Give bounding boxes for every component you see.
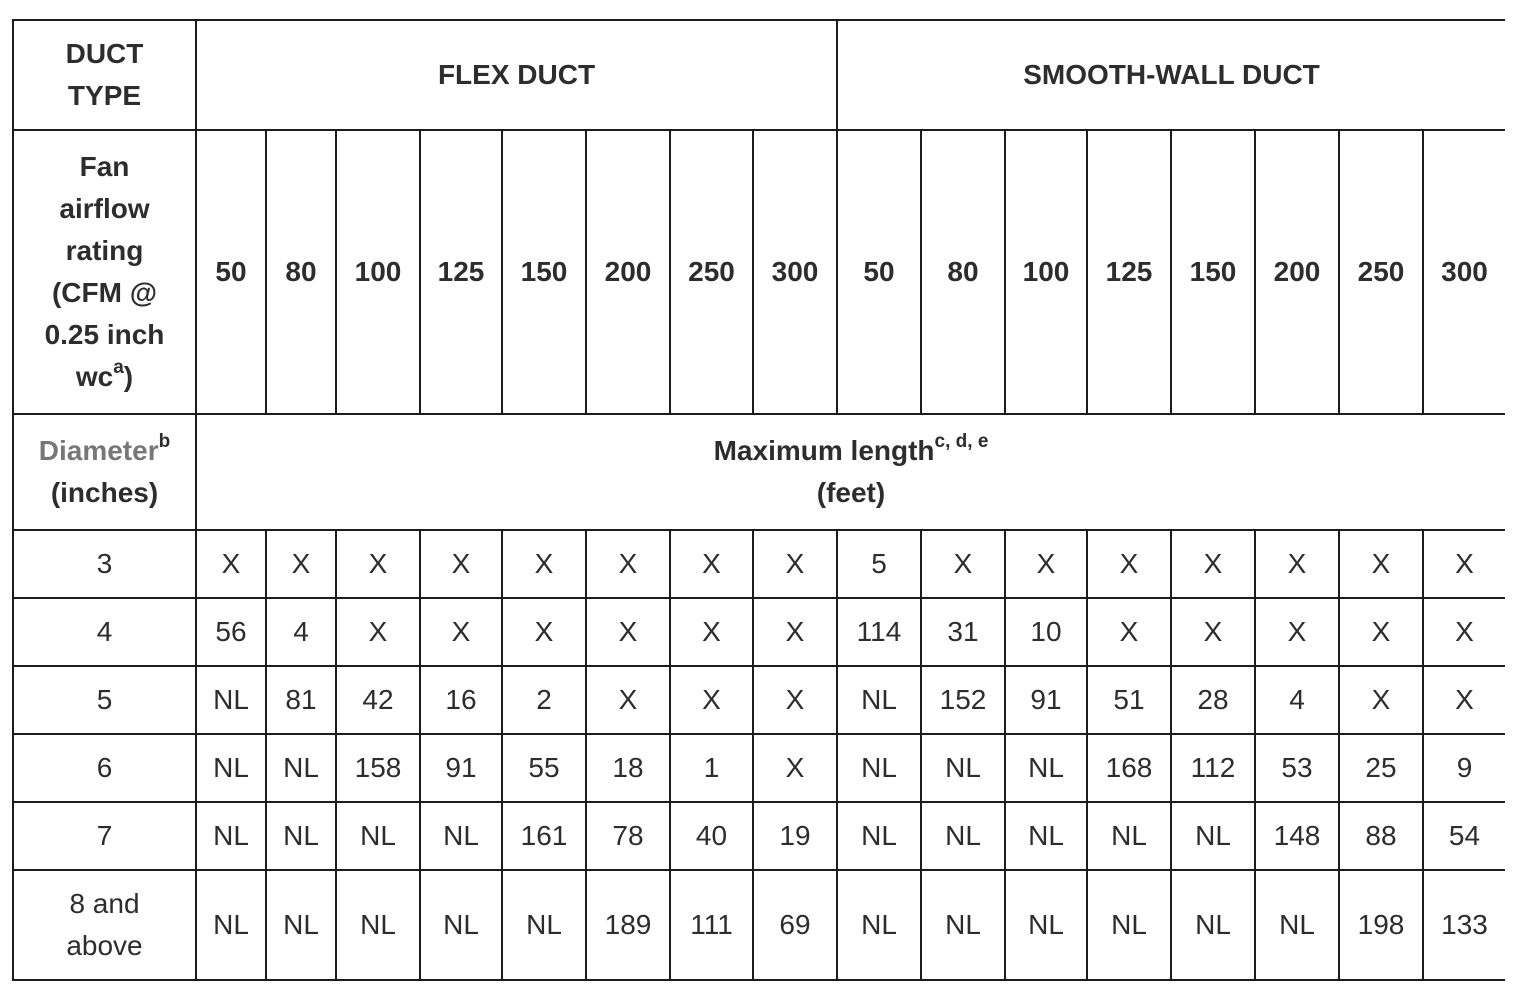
flex-length-cell: X — [196, 530, 266, 598]
flex-rating-cell: 125 — [420, 130, 502, 414]
smooth-length-cell: X — [1423, 530, 1505, 598]
flex-length-cell: X — [336, 530, 420, 598]
smooth-length-cell: 25 — [1339, 734, 1423, 802]
smooth-rating-cell: 50 — [837, 130, 921, 414]
duct-type-header: DUCT TYPE — [13, 20, 196, 130]
flex-length-cell: X — [753, 666, 837, 734]
smooth-length-cell: NL — [1171, 802, 1255, 870]
smooth-length-cell: X — [1339, 530, 1423, 598]
table-row — [13, 598, 1505, 666]
flex-length-cell: NL — [266, 802, 336, 870]
flex-length-cell: 40 — [670, 802, 753, 870]
smooth-length-cell: X — [1087, 530, 1171, 598]
flex-length-cell: X — [670, 598, 753, 666]
table-row — [13, 734, 1505, 802]
flex-length-cell: NL — [336, 802, 420, 870]
smooth-length-cell: NL — [837, 734, 921, 802]
flex-length-cell: X — [420, 598, 502, 666]
smooth-rating-cell: 125 — [1087, 130, 1171, 414]
flex-length-cell: 69 — [753, 870, 837, 980]
smooth-length-cell: 9 — [1423, 734, 1505, 802]
smooth-rating-cell: 300 — [1423, 130, 1505, 414]
smooth-length-cell: X — [921, 530, 1005, 598]
flex-length-cell: NL — [502, 870, 586, 980]
flex-length-cell: 19 — [753, 802, 837, 870]
smooth-length-cell: NL — [1005, 734, 1087, 802]
flex-length-cell: NL — [266, 870, 336, 980]
smooth-length-cell: 31 — [921, 598, 1005, 666]
smooth-length-cell: NL — [921, 734, 1005, 802]
smooth-length-cell: X — [1005, 530, 1087, 598]
flex-length-cell: 4 — [266, 598, 336, 666]
smooth-length-cell: NL — [1005, 802, 1087, 870]
table-row — [13, 870, 1505, 980]
smooth-length-cell: X — [1255, 530, 1339, 598]
smooth-length-cell: NL — [837, 802, 921, 870]
flex-length-cell: 111 — [670, 870, 753, 980]
flex-length-cell: 158 — [336, 734, 420, 802]
smooth-length-cell: NL — [837, 870, 921, 980]
flex-length-cell: 56 — [196, 598, 266, 666]
flex-rating-cell: 150 — [502, 130, 586, 414]
smooth-length-cell: 114 — [837, 598, 921, 666]
smooth-length-cell: 152 — [921, 666, 1005, 734]
flex-length-cell: 189 — [586, 870, 670, 980]
diameter-cell: 7 — [13, 802, 196, 870]
maximum-length-header: Maximum length$^{c, d, e}$ (feet) — [196, 414, 1505, 530]
smooth-length-cell: X — [1339, 598, 1423, 666]
header-row — [13, 20, 1505, 130]
flex-length-cell: X — [336, 598, 420, 666]
smooth-length-cell: X — [1423, 666, 1505, 734]
flex-length-cell: X — [586, 598, 670, 666]
smooth-rating-cell: 100 — [1005, 130, 1087, 414]
flex-length-cell: X — [502, 530, 586, 598]
smooth-length-cell: NL — [921, 802, 1005, 870]
smooth-length-cell: X — [1087, 598, 1171, 666]
flex-length-cell: 78 — [586, 802, 670, 870]
smooth-length-cell: 91 — [1005, 666, 1087, 734]
flex-rating-cell: 250 — [670, 130, 753, 414]
smooth-length-cell: X — [1255, 598, 1339, 666]
table-row — [13, 530, 1505, 598]
smooth-length-cell: 148 — [1255, 802, 1339, 870]
diameter-cell: 6 — [13, 734, 196, 802]
flex-length-cell: 81 — [266, 666, 336, 734]
smooth-length-cell: X — [1171, 598, 1255, 666]
flex-length-cell: X — [586, 666, 670, 734]
smooth-rating-cell: 200 — [1255, 130, 1339, 414]
flex-length-cell: NL — [420, 870, 502, 980]
flex-rating-cell: 50 — [196, 130, 266, 414]
flex-length-cell: NL — [266, 734, 336, 802]
smooth-rating-cell: 250 — [1339, 130, 1423, 414]
flex-length-cell: X — [586, 530, 670, 598]
flex-length-cell: NL — [336, 870, 420, 980]
flex-length-cell: 1 — [670, 734, 753, 802]
smooth-rating-cell: 80 — [921, 130, 1005, 414]
duct-length-table — [12, 19, 1505, 981]
fan-rating-row — [13, 130, 1505, 414]
smooth-length-cell: 4 — [1255, 666, 1339, 734]
smooth-length-cell: 88 — [1339, 802, 1423, 870]
smooth-length-cell: 198 — [1339, 870, 1423, 980]
smooth-length-cell: NL — [1171, 870, 1255, 980]
flex-length-cell: X — [753, 598, 837, 666]
flex-length-cell: X — [266, 530, 336, 598]
diameter-header: Diameter$^b$ (inches) — [13, 414, 196, 530]
flex-length-cell: NL — [196, 802, 266, 870]
flex-length-cell: 18 — [586, 734, 670, 802]
smooth-length-cell: 51 — [1087, 666, 1171, 734]
smooth-length-cell: 28 — [1171, 666, 1255, 734]
fan-rating-label: Fan airflow rating (CFM @ 0.25 inch $wc^a$) — [13, 130, 196, 414]
flex-length-cell: X — [753, 530, 837, 598]
smooth-length-cell: 5 — [837, 530, 921, 598]
diameter-cell: 5 — [13, 666, 196, 734]
smooth-length-cell: X — [1339, 666, 1423, 734]
smooth-rating-cell: 150 — [1171, 130, 1255, 414]
smooth-length-cell: NL — [1005, 870, 1087, 980]
smooth-length-cell: 53 — [1255, 734, 1339, 802]
flex-length-cell: 161 — [502, 802, 586, 870]
smooth-length-cell: 168 — [1087, 734, 1171, 802]
flex-duct-header: FLEX DUCT — [196, 20, 837, 130]
diameter-cell: 3 — [13, 530, 196, 598]
flex-length-cell: 42 — [336, 666, 420, 734]
flex-length-cell: X — [753, 734, 837, 802]
diameter-length-header-row — [13, 414, 1505, 530]
flex-rating-cell: 300 — [753, 130, 837, 414]
smooth-length-cell: NL — [1087, 870, 1171, 980]
flex-length-cell: NL — [196, 666, 266, 734]
flex-length-cell: X — [670, 666, 753, 734]
smooth-length-cell: X — [1423, 598, 1505, 666]
flex-length-cell: 91 — [420, 734, 502, 802]
table-row — [13, 666, 1505, 734]
flex-length-cell: NL — [196, 734, 266, 802]
smooth-length-cell: 112 — [1171, 734, 1255, 802]
flex-length-cell: X — [420, 530, 502, 598]
flex-rating-cell: 100 — [336, 130, 420, 414]
smooth-wall-duct-header: SMOOTH-WALL DUCT — [837, 20, 1505, 130]
flex-length-cell: X — [502, 598, 586, 666]
flex-rating-cell: 80 — [266, 130, 336, 414]
smooth-length-cell: 133 — [1423, 870, 1505, 980]
flex-length-cell: NL — [196, 870, 266, 980]
smooth-length-cell: NL — [837, 666, 921, 734]
smooth-length-cell: 10 — [1005, 598, 1087, 666]
smooth-length-cell: NL — [1087, 802, 1171, 870]
smooth-length-cell: NL — [921, 870, 1005, 980]
smooth-length-cell: NL — [1255, 870, 1339, 980]
table-row — [13, 802, 1505, 870]
smooth-length-cell: X — [1171, 530, 1255, 598]
diameter-cell: 8 and above — [13, 870, 196, 980]
flex-length-cell: NL — [420, 802, 502, 870]
flex-length-cell: 55 — [502, 734, 586, 802]
flex-length-cell: X — [670, 530, 753, 598]
flex-rating-cell: 200 — [586, 130, 670, 414]
smooth-length-cell: 54 — [1423, 802, 1505, 870]
flex-length-cell: 2 — [502, 666, 586, 734]
diameter-cell: 4 — [13, 598, 196, 666]
flex-length-cell: 16 — [420, 666, 502, 734]
